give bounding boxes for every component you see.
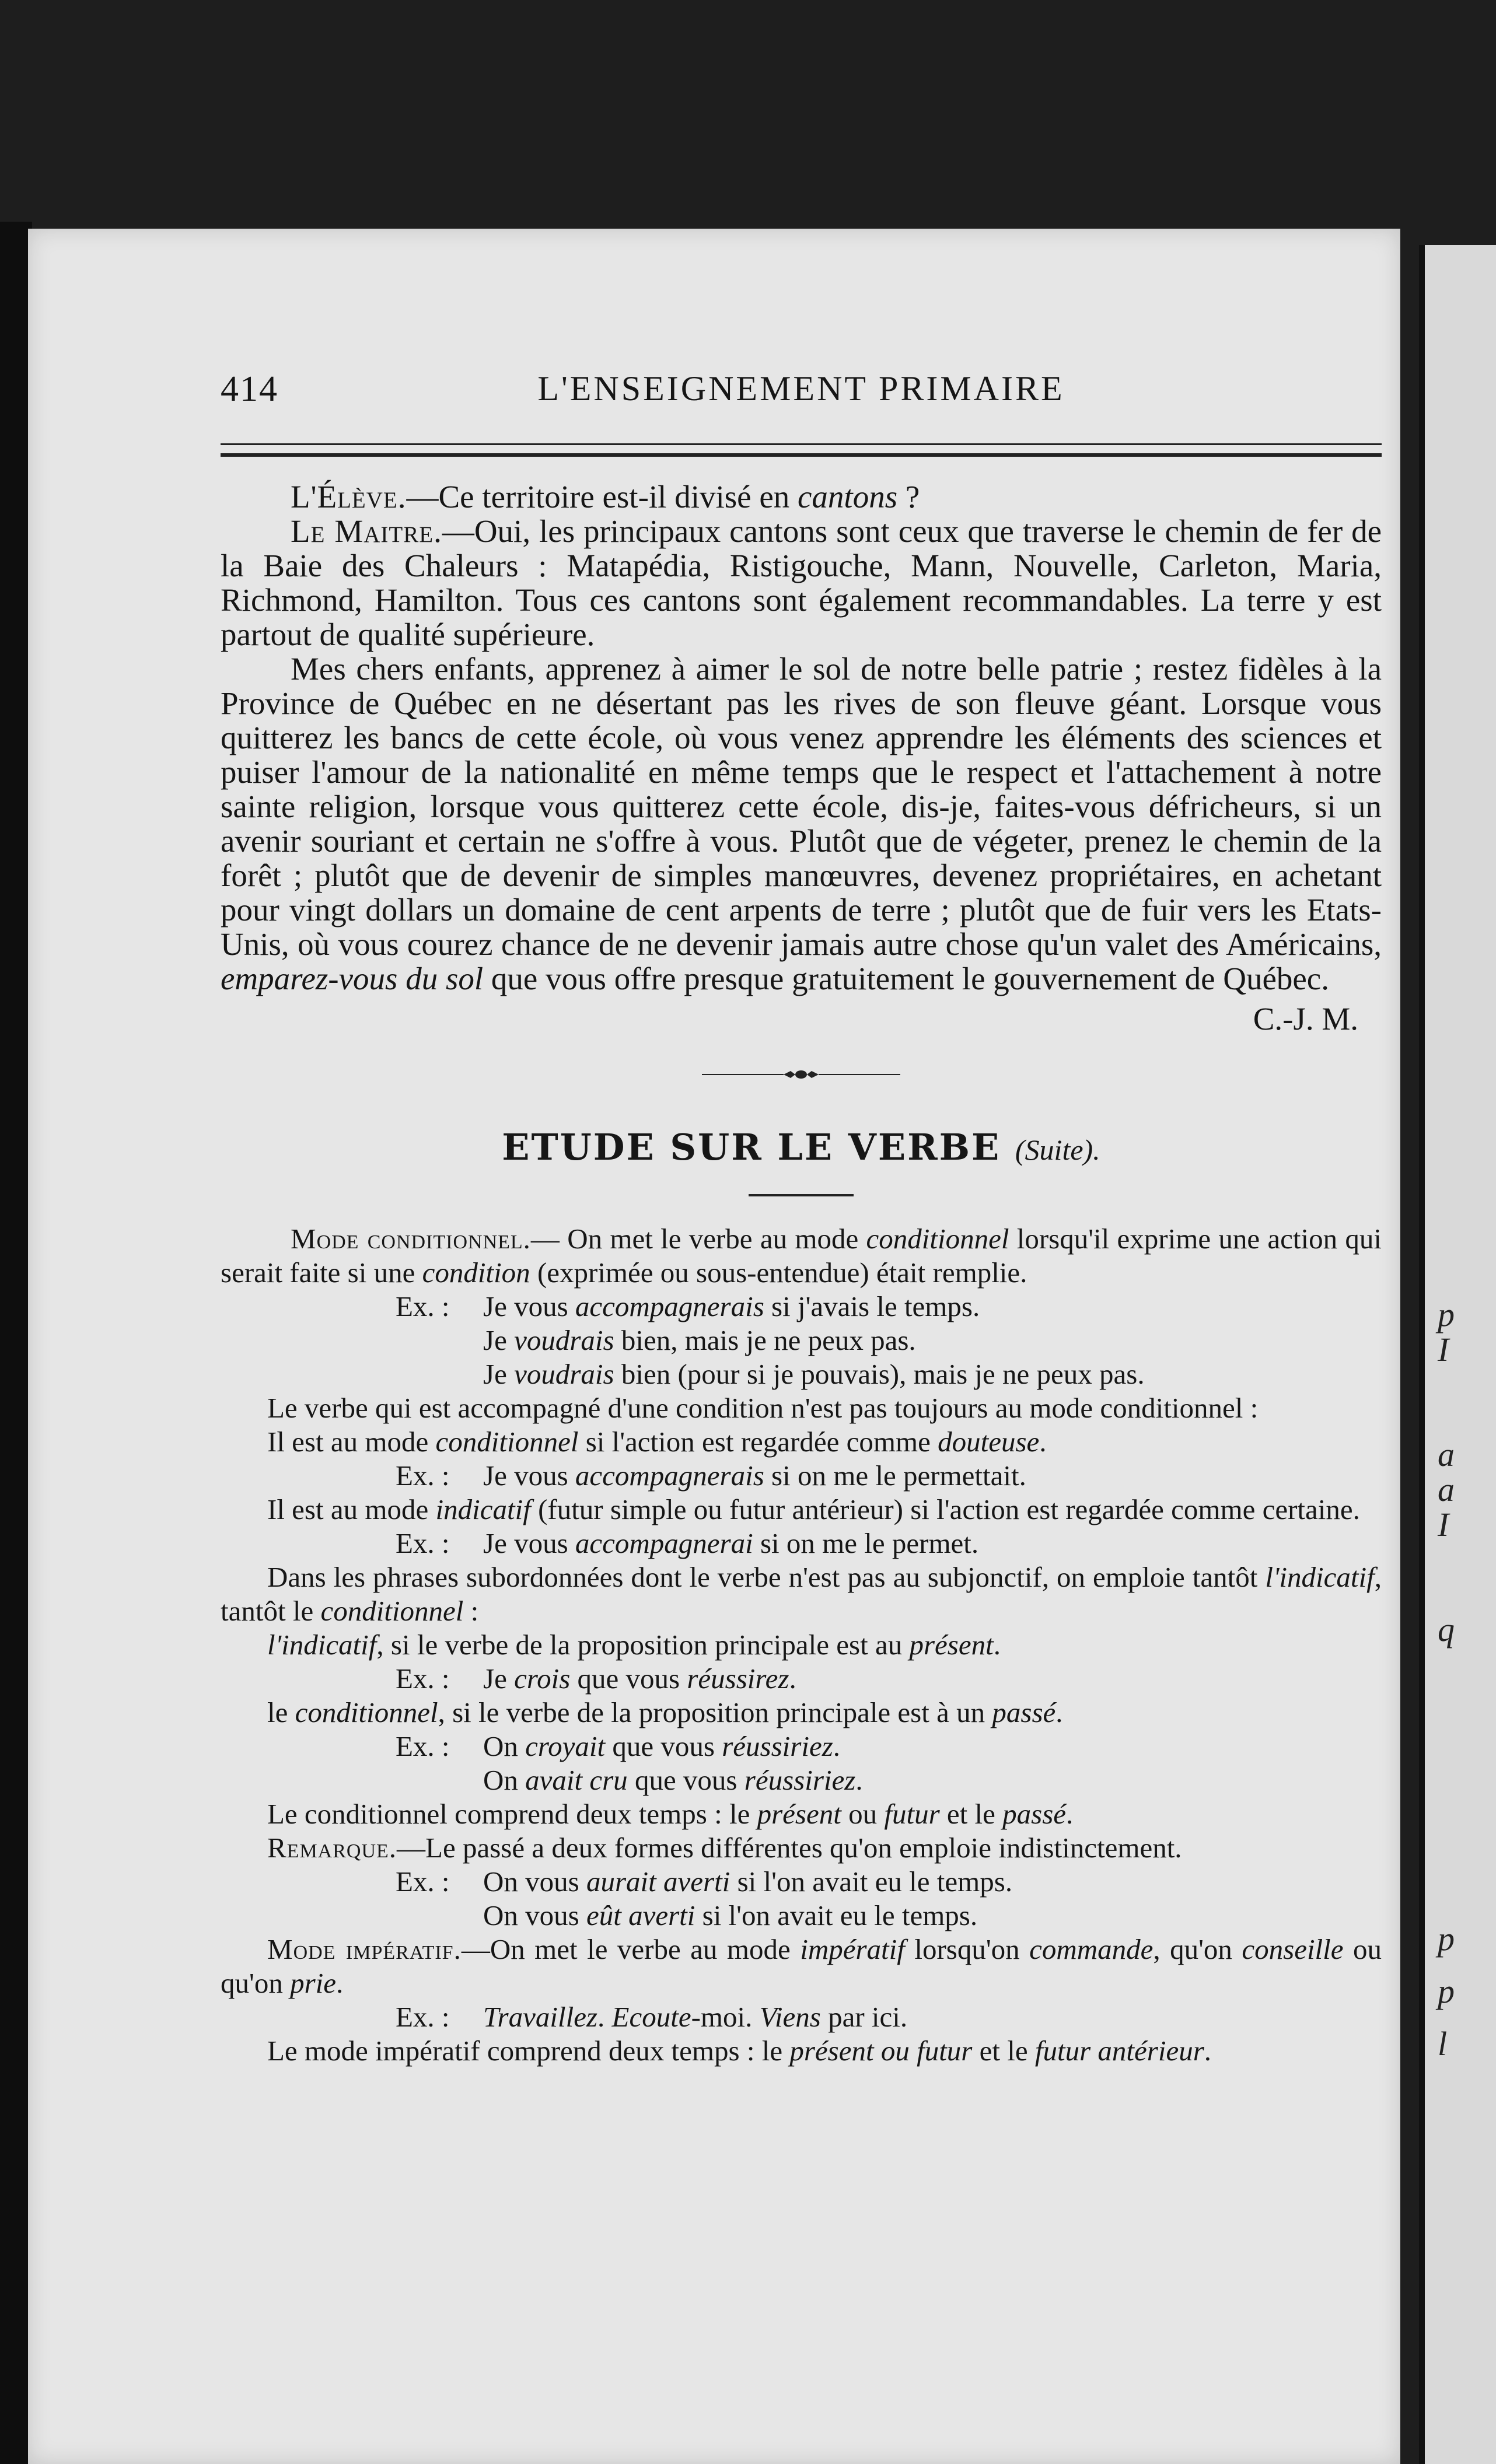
example-line: [221, 1865, 1382, 1899]
example-label: Ex. :: [396, 1527, 450, 1559]
adjacent-page-fragment: a: [1438, 1471, 1455, 1508]
adjacent-page-fragment: p: [1438, 1296, 1455, 1334]
text-run: accompagnerais: [575, 1290, 764, 1322]
text-run: condition: [422, 1256, 530, 1289]
text-run: eût averti: [586, 1899, 695, 1931]
book-page: [28, 229, 1400, 2464]
adjacent-page-fragment: I: [1438, 1506, 1449, 1544]
text-run: Viens: [759, 2001, 821, 2033]
text-run: accompagnerai: [575, 1527, 753, 1559]
signature: C.-J. M.: [1253, 1001, 1358, 1037]
page-content: [221, 480, 1382, 2068]
adjacent-page-fragment: a: [1438, 1436, 1455, 1474]
text-run: .: [336, 1967, 344, 1999]
example-line: [221, 1763, 1382, 1797]
text-run: .: [1204, 2035, 1212, 2067]
text-run: lorsqu'on: [904, 1933, 1030, 1965]
mode-imperatif-definition: [221, 1933, 1382, 2000]
text-run: accompagnerais: [575, 1460, 764, 1492]
text-run: présent: [757, 1798, 841, 1830]
text-run: futur antérieur: [1034, 2035, 1204, 2067]
ornament-divider: [221, 1042, 1382, 1107]
text-run: Travaillez: [483, 2001, 598, 2033]
example-line: [221, 1290, 1382, 1324]
text-run: (futur simple ou futur antérieur) si l'action est regardée comme certaine.: [530, 1493, 1360, 1525]
text-run: Je: [483, 1662, 515, 1695]
text-run: indicatif: [435, 1493, 531, 1525]
text-run: .: [1055, 1696, 1063, 1728]
text-run: prie: [290, 1967, 337, 1999]
text-run: Il est au mode: [267, 1426, 436, 1458]
text-run: ?: [897, 479, 920, 514]
text-run: .: [1066, 1798, 1074, 1830]
page-number: 414: [221, 369, 278, 409]
example-line: [221, 1357, 1382, 1391]
ornament-icon: [702, 1068, 900, 1082]
remarque-paragraph: [221, 1831, 1382, 1865]
text-run: .: [597, 2001, 612, 2033]
mode-conditionnel-definition: [221, 1222, 1382, 1290]
text-run: .: [833, 1730, 841, 1762]
text-run: Je vous: [483, 1460, 575, 1492]
example-label: Ex. :: [396, 1290, 450, 1322]
text-run: conditionnel: [320, 1595, 464, 1627]
running-head: L'ENSEIGNEMENT PRIMAIRE: [537, 369, 1065, 408]
rule-paragraph: [221, 1628, 1382, 1662]
rule-paragraph: [221, 2034, 1382, 2068]
section-title-text: ETUDE SUR LE VERBE: [502, 1126, 1001, 1168]
eleve-question: [221, 480, 1382, 514]
text-run: Le conditionnel comprend deux temps : le: [267, 1798, 757, 1830]
rubric-heading: Mode impératif.: [267, 1933, 462, 1965]
text-run: , si le verbe de la proposition principale est au: [376, 1629, 910, 1661]
text-run: par ici.: [820, 2001, 908, 2033]
text-run: Le mode impératif comprend deux temps : le: [267, 2035, 790, 2067]
section-title: [221, 1124, 1382, 1173]
example-line: [221, 1527, 1382, 1560]
text-run: aurait averti: [586, 1866, 730, 1898]
text-run: voudrais: [514, 1324, 614, 1356]
example-line: [221, 1899, 1382, 1933]
text-run: — On met le verbe au mode: [530, 1223, 866, 1255]
text-run: que vous: [605, 1730, 722, 1762]
text-run: conditionnel: [295, 1696, 438, 1728]
text-run: cantons: [798, 479, 898, 514]
text-run: Ecoute: [611, 2001, 691, 2033]
adjacent-page-edge: [1419, 245, 1496, 2464]
text-run: que vous offre presque gratuitement le gouvernement de Québec.: [483, 961, 1329, 996]
text-run: , tantôt le: [221, 1561, 1382, 1627]
text-run: conditionnel: [435, 1426, 579, 1458]
text-run: :: [463, 1595, 479, 1627]
text-run: bien (pour si je pouvais), mais je ne peux pas.: [614, 1358, 1145, 1390]
text-run: , qu'on: [1153, 1933, 1242, 1965]
rule-paragraph: Le verbe qui est accompagné d'une condition n'est pas toujours au mode conditionnel :: [267, 1392, 1259, 1424]
text-run: que vous: [627, 1764, 744, 1796]
text-run: (exprimée ou sous-entendue) était remplie.: [530, 1256, 1027, 1289]
text-run: présent: [909, 1629, 994, 1661]
text-run: si on me le permet.: [753, 1527, 979, 1559]
text-run: On: [483, 1764, 526, 1796]
header-double-rule: [221, 443, 1382, 457]
text-run: douteuse: [938, 1426, 1040, 1458]
text-run: , si le verbe de la proposition principale est à un: [438, 1696, 992, 1728]
page-header: [221, 369, 1382, 421]
example-line: [221, 1662, 1382, 1696]
adjacent-page-fragment: l: [1438, 2025, 1448, 2063]
text-run: si j'avais le temps.: [764, 1290, 980, 1322]
text-run: conditionnel: [866, 1223, 1009, 1255]
text-run: bien, mais je ne peux pas.: [614, 1324, 916, 1356]
text-run: passé: [992, 1696, 1056, 1728]
section-title-suffix: (Suite).: [1015, 1133, 1100, 1166]
text-run: ou: [841, 1798, 885, 1830]
text-run: -moi.: [691, 2001, 760, 2033]
text-run: On vous: [483, 1866, 586, 1898]
text-run: Mes chers enfants, apprenez à aimer le sol de notre belle patrie ; restez fidèles à la Province de Québec en ne désertant pas les rives de son fleuve géant. Lorsque vous quitterez les bancs de cette école, où vous venez apprendre les éléments des sciences et puiser l'amour de la nationalité en même temps que le respect et l'attachement à notre sainte religion, lorsque vous quitterez cette école, dis-je, faites-vous défricheurs, si un avenir souriant et certain ne s'offre à vous. Plutôt que de végeter, prenez le chemin de la forêt ; plutôt que de devenir de simples manœuvres, devenez propriétaires, en achetant pour vingt dollars un domaine de cent arpents de terre ; plutôt que de fuir vers les Etats-Unis, où vous courez chance de ne devenir jamais autre chose qu'un valet des Américains,: [221, 651, 1382, 962]
adjacent-page-fragment: p: [1438, 1972, 1455, 2010]
text-run: réussirez: [687, 1662, 789, 1695]
text-run: Il est au mode: [267, 1493, 436, 1525]
text-run: l'indicatif: [267, 1629, 377, 1661]
example-label: Ex. :: [396, 1730, 450, 1762]
speaker-eleve: L'Élève.: [291, 479, 407, 514]
text-run: Je: [483, 1358, 515, 1390]
example-line: [221, 1459, 1382, 1493]
text-run: Je vous: [483, 1290, 575, 1322]
text-run: si l'on avait eu le temps.: [730, 1866, 1013, 1898]
rule-paragraph: [221, 1696, 1382, 1730]
text-run: —Ce territoire est-il divisé en: [406, 479, 798, 514]
rubric-heading: Mode conditionnel.: [291, 1223, 531, 1255]
example-label: Ex. :: [396, 2001, 450, 2033]
text-run: crois: [514, 1662, 571, 1695]
rule-paragraph: [221, 1797, 1382, 1831]
page-edge-shadow: [0, 222, 32, 2464]
example-line: [221, 1730, 1382, 1763]
text-run: On: [483, 1730, 526, 1762]
text-run: .: [789, 1662, 796, 1695]
rubric-heading: Remarque.: [267, 1832, 397, 1864]
text-run: voudrais: [514, 1358, 614, 1390]
text-run: —Oui, les principaux cantons sont ceux que traverse le chemin de fer de la Baie des Chaleurs : Matapédia, Ristigouche, Mann, Nouvelle, Carleton, Maria, Richmond, Hamilton. Tous ces cantons sont également recommandables. La terre y est partout de qualité supérieure.: [221, 513, 1382, 652]
rule-paragraph: [221, 1493, 1382, 1527]
text-run: l'indicatif: [1265, 1561, 1375, 1593]
example-line: [221, 1324, 1382, 1357]
text-run: commande: [1029, 1933, 1154, 1965]
text-run: futur: [884, 1798, 940, 1830]
text-run: .: [993, 1629, 1001, 1661]
text-run: Je: [483, 1324, 515, 1356]
adjacent-page-fragment: q: [1438, 1611, 1455, 1648]
rule-paragraph: [221, 1425, 1382, 1459]
title-rule: [749, 1194, 854, 1196]
text-run: si l'on avait eu le temps.: [695, 1899, 978, 1931]
example-line: [221, 2000, 1382, 2034]
rule-paragraph: [221, 1560, 1382, 1628]
text-run: avait cru: [525, 1764, 628, 1796]
text-run: le: [267, 1696, 295, 1728]
text-run: si on me le permettait.: [764, 1460, 1026, 1492]
text-run: Dans les phrases subordonnées dont le verbe n'est pas au subjonctif, on emploie tantôt: [267, 1561, 1266, 1593]
text-run: présent ou futur: [789, 2035, 973, 2067]
text-run: et le: [939, 1798, 1003, 1830]
text-run: impératif: [800, 1933, 905, 1965]
text-run: —Le passé a deux formes différentes qu'on emploie indistinctement.: [397, 1832, 1182, 1864]
text-run: —On met le verbe au mode: [461, 1933, 801, 1965]
exhortation-paragraph: [221, 652, 1382, 996]
text-run: que vous: [570, 1662, 687, 1695]
text-run: et le: [972, 2035, 1035, 2067]
text-run: emparez-vous du sol: [221, 961, 484, 996]
text-run: si l'action est regardée comme: [578, 1426, 938, 1458]
text-run: lorsqu'il exprime une action qui serait faite si une: [221, 1223, 1382, 1289]
text-run: .: [1039, 1426, 1047, 1458]
text-run: croyait: [525, 1730, 606, 1762]
example-label: Ex. :: [396, 1662, 450, 1695]
adjacent-page-fragment: p: [1438, 1920, 1455, 1958]
maitre-answer: [221, 514, 1382, 652]
text-run: réussiriez: [744, 1764, 856, 1796]
text-run: .: [855, 1764, 863, 1796]
example-label: Ex. :: [396, 1866, 450, 1898]
speaker-maitre: Le Maitre.: [291, 513, 442, 549]
example-label: Ex. :: [396, 1460, 450, 1492]
text-run: réussiriez: [722, 1730, 833, 1762]
text-run: passé: [1002, 1798, 1067, 1830]
text-run: conseille: [1242, 1933, 1344, 1965]
text-run: ou qu'on: [221, 1933, 1382, 1999]
adjacent-page-fragment: I: [1438, 1331, 1449, 1368]
text-run: On vous: [483, 1899, 586, 1931]
text-run: Je vous: [483, 1527, 575, 1559]
